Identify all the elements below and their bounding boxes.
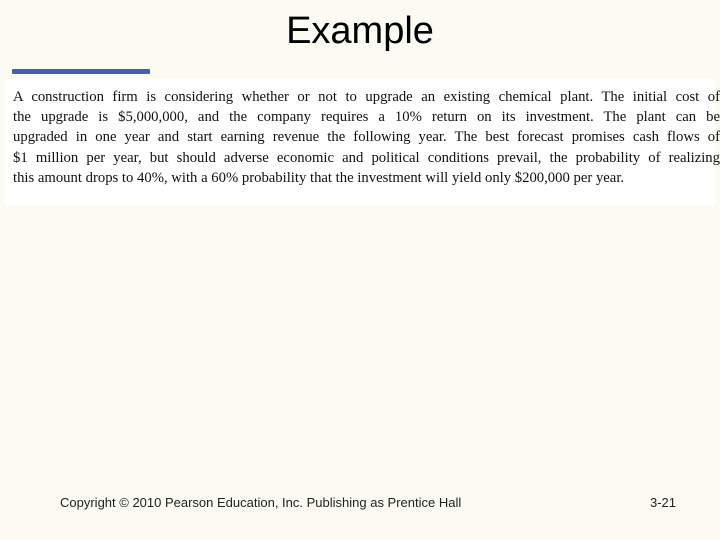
problem-line: $1 million per year, but should adverse economic and political conditions prevail, the probability of realizing [13,149,720,166]
problem-line: upgraded in one year and start earning revenue the following year. The best forecast promises cash flows of [13,129,720,146]
page-number: 3-21 [650,495,677,510]
problem-statement [13,87,720,188]
problem-line: the upgrade is $5,000,000, and the company requires a 10% return on its investment. The plant can be [13,109,720,126]
problem-statement-box [5,79,720,206]
copyright-footer: Copyright © 2010 Pearson Education, Inc. Publishing as Prentice Hall [60,495,462,510]
slide-title: Example [286,10,434,52]
problem-line: A construction firm is considering whether or not to upgrade an existing chemical plant. The initial cost of [13,89,720,105]
title-underline-rule [12,69,150,74]
problem-line: this amount drops to 40%, with a 60% probability that the investment will yield only $200,000 per year. [13,169,625,186]
